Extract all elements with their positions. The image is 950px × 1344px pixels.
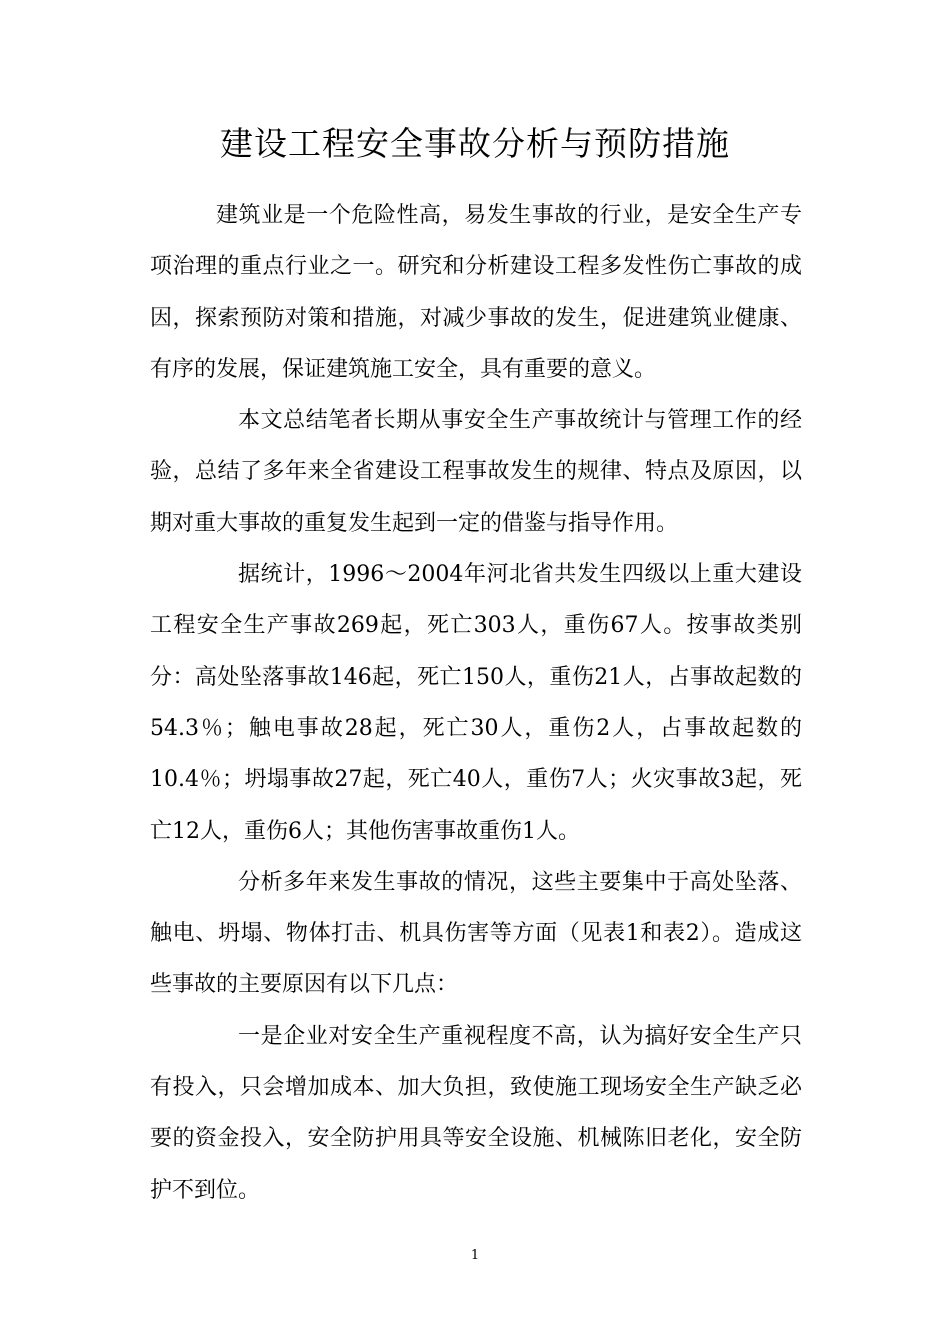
document-body: [150, 190, 802, 1216]
document-title: 建设工程安全事故分析与预防措施: [220, 124, 730, 163]
paragraph-cause-one: 一是企业对安全生产重视程度不高，认为搞好安全生产只有投入，只会增加成本、加大负担，致使施工现场安全生产缺乏必要的资金投入，安全防护用具等安全设施、机械陈旧老化，安全防护不到位。: [150, 1023, 802, 1203]
paragraph-summary: 本文总结笔者长期从事安全生产事故统计与管理工作的经验，总结了多年来全省建设工程事故发生的规律、特点及原因，以期对重大事故的重复发生起到一定的借鉴与指导作用。: [150, 408, 802, 536]
paragraph-intro: 建筑业是一个危险性高，易发生事故的行业，是安全生产专项治理的重点行业之一。研究和分析建设工程多发性伤亡事故的成因，探索预防对策和措施，对减少事故的发生，促进建筑业健康、有序的发展，保证建筑施工安全，具有重要的意义。: [150, 203, 802, 382]
paragraph-analysis: 分析多年来发生事故的情况，这些主要集中于高处坠落、触电、坍塌、物体打击、机具伤害等方面（见表1和表2）。造成这些事故的主要原因有以下几点：: [150, 869, 802, 998]
paragraph-statistics: 据统计，1996～2004年河北省共发生四级以上重大建设工程安全生产事故269起，死亡303人，重伤67人。按事故类别分：高处坠落事故146起，死亡150人，重伤21人，占事故起数的54.3％；触电事故28起，死亡30人，重伤2人，占事故起数的10.4％；坍塌事故27起，死亡40人，重伤7人；火灾事故3起，死亡12人，重伤6人；其他伤害事故重伤1人。: [150, 562, 802, 844]
page-number: 1: [470, 1248, 480, 1263]
